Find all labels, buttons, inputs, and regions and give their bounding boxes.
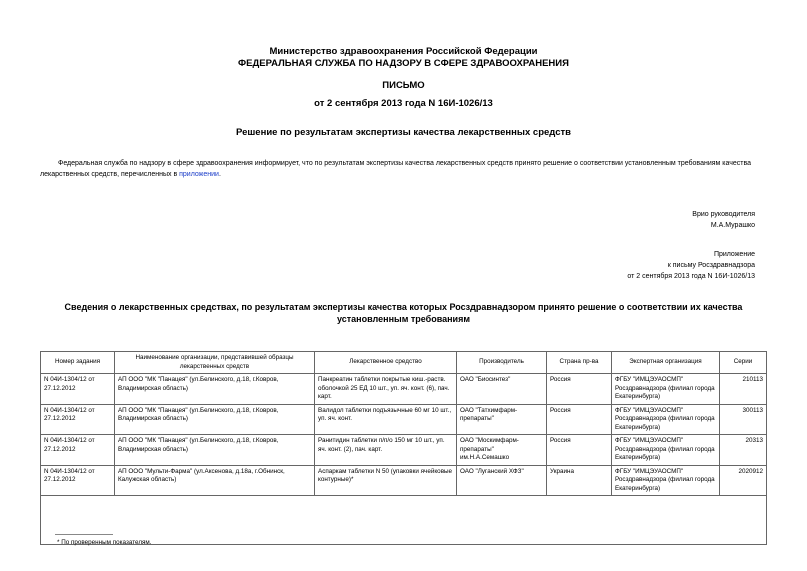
cell-manufacturer: ОАО "Москимфарм-препараты" им.Н.А.Семашко — [457, 435, 547, 466]
document-date: от 2 сентября 2013 года N 16И-1026/13 — [314, 98, 493, 109]
cell-organization: АП ООО "Мульти-Фарма" (ул.Аксенова, д.18а, г.Обнинск, Калужская область) — [115, 465, 315, 496]
cell-expert-org: ФГБУ "ИМЦЭУАОСМП" Росздравнадзора (филиал города Екатеринбурга) — [612, 404, 720, 435]
table-header-row — [41, 352, 767, 374]
cell-manufacturer: ОАО "Луганский ХФЗ" — [457, 465, 547, 496]
ministry-name: Министерство здравоохранения Российской Федерации — [269, 46, 538, 57]
cell-manufacturer: ОАО "Биосинтез" — [457, 374, 547, 405]
col-expert-org: Экспертная организация — [612, 352, 720, 374]
cell-country: Украина — [547, 465, 612, 496]
cell-series: 210113 — [720, 374, 767, 405]
cell-country: Россия — [547, 404, 612, 435]
col-series: Серии — [720, 352, 767, 374]
table-title: Сведения о лекарственных средствах, по результатам экспертизы качества которых Росздравнадзором принято решение о соответствии их качества установленным требованиям — [64, 302, 743, 324]
footnote-row — [41, 496, 767, 545]
appendix-date: от 2 сентября 2013 года N 16И-1026/13 — [627, 273, 755, 280]
signature-name: М.А.Мурашко — [710, 222, 755, 229]
appendix-ref: к письму Росздравнадзора — [667, 262, 755, 269]
col-medicine: Лекарственное средство — [315, 352, 457, 374]
cell-medicine: Валидол таблетки подъязычные 60 мг 10 шт., уп. яч. конт. — [315, 404, 457, 435]
cell-manufacturer: ОАО "Татхимфарм-препараты" — [457, 404, 547, 435]
appendix-label: Приложение — [713, 251, 755, 258]
appendix-header — [627, 249, 755, 282]
cell-task-number: N 04И-1304/12 от 27.12.2012 — [41, 404, 115, 435]
body-text-end: . — [218, 171, 221, 178]
footnote-cell — [41, 496, 767, 545]
table-row — [41, 374, 767, 405]
cell-series: 300113 — [720, 404, 767, 435]
cell-expert-org: ФГБУ "ИМЦЭУАОСМП" Росздравнадзора (филиал города Екатеринбурга) — [612, 374, 720, 405]
signature-position: Врио руководителя — [692, 211, 755, 218]
cell-organization: АП ООО "МК "Панацея" (ул.Белинского, д.18, г.Ковров, Владимирская область) — [115, 374, 315, 405]
col-country: Страна пр-ва — [547, 352, 612, 374]
cell-expert-org: ФГБУ "ИМЦЭУАОСМП" Росздравнадзора (филиал города Екатеринбурга) — [612, 465, 720, 496]
table-row — [41, 435, 767, 466]
cell-medicine: Ранитидин таблетки п/п/о 150 мг 10 шт., уп. яч. конт. (2), пач. карт. — [315, 435, 457, 466]
cell-series: 2020912 — [720, 465, 767, 496]
service-name: ФЕДЕРАЛЬНАЯ СЛУЖБА ПО НАДЗОРУ В СФЕРЕ ЗДРАВООХРАНЕНИЯ — [238, 58, 569, 69]
col-task-number: Номер задания — [41, 352, 115, 374]
cell-organization: АП ООО "МК "Панацея" (ул.Белинского, д.18, г.Ковров, Владимирская область) — [115, 404, 315, 435]
body-paragraph — [40, 158, 770, 180]
col-organization: Наименование организации, представившей образцы лекарственных средств — [115, 352, 315, 374]
document-subject: Решение по результатам экспертизы качества лекарственных средств — [236, 127, 571, 138]
cell-medicine: Аспаркам таблетки N 50 (упаковки ячейковые контурные)* — [315, 465, 457, 496]
cell-expert-org: ФГБУ "ИМЦЭУАОСМП" Росздравнадзора (филиал города Екатеринбурга) — [612, 435, 720, 466]
medicines-table — [40, 351, 767, 545]
body-text: Федеральная служба по надзору в сфере здравоохранения информирует, что по результатам экспертизы качества лекарственных средств принято решение о соответствии установленным требованиям качества лекарственных средств, перечисленных в — [40, 160, 752, 178]
table-row — [41, 404, 767, 435]
appendix-link[interactable]: приложении — [179, 171, 219, 178]
table-row — [41, 465, 767, 496]
cell-country: Россия — [547, 435, 612, 466]
cell-task-number: N 04И-1304/12 от 27.12.2012 — [41, 465, 115, 496]
footnote-divider — [55, 534, 113, 535]
cell-medicine: Панкреатин таблетки покрытые киш.-раств. оболочкой 25 ЕД 10 шт., уп. яч. конт. (6), пач. карт. — [315, 374, 457, 405]
cell-task-number: N 04И-1304/12 от 27.12.2012 — [41, 435, 115, 466]
signature-block — [692, 209, 755, 231]
cell-country: Россия — [547, 374, 612, 405]
cell-series: 20313 — [720, 435, 767, 466]
cell-organization: АП ООО "МК "Панацея" (ул.Белинского, д.18, г.Ковров, Владимирская область) — [115, 435, 315, 466]
cell-task-number: N 04И-1304/12 от 27.12.2012 — [41, 374, 115, 405]
col-manufacturer: Производитель — [457, 352, 547, 374]
footnote-text: * По проверенным показателям. — [57, 539, 152, 546]
document-type: ПИСЬМО — [382, 80, 425, 91]
